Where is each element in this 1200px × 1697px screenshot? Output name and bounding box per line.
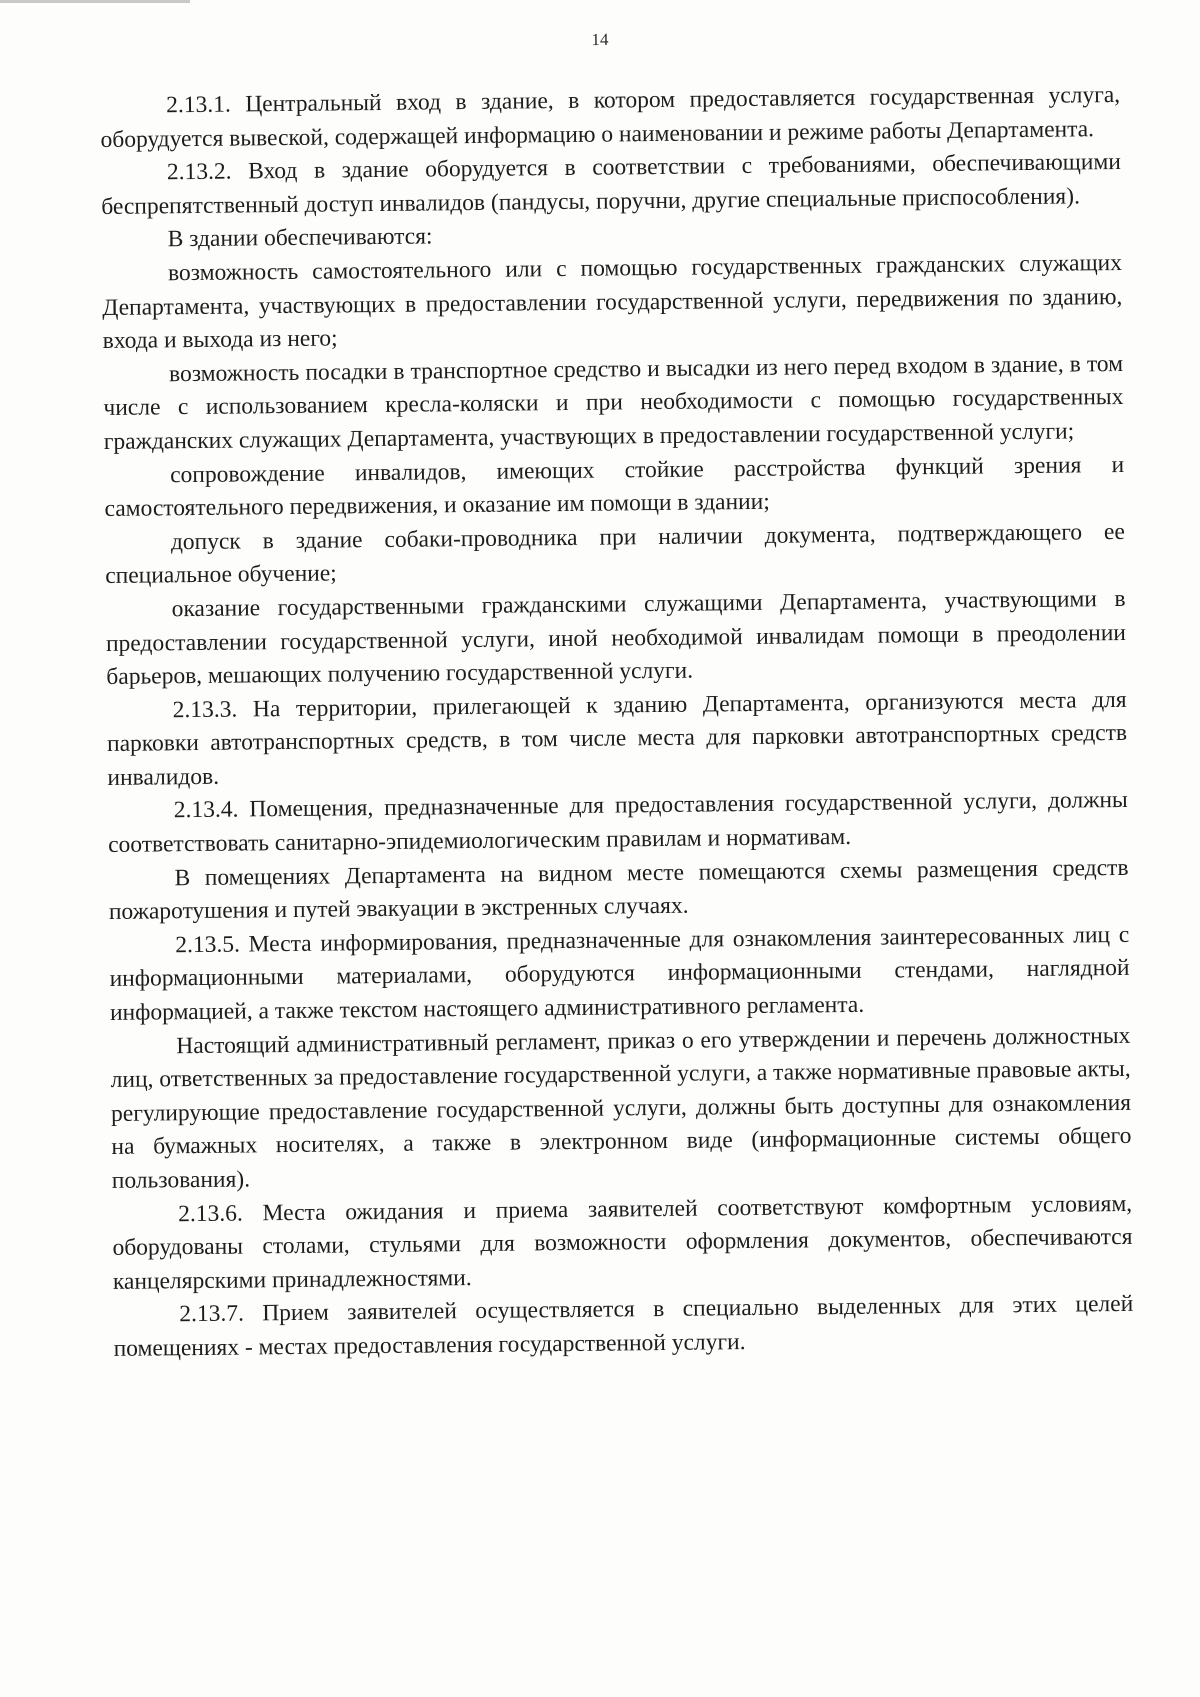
paragraph-regulation-availability: Настоящий административный регламент, приказ о его утверждении и перечень должностных лиц, ответственных за предоставление государственной услуги, а также нормативные правовые акты, регулирующие предоставление государственной услуги, должны быть доступны для ознакомления на бумажных носителях, а также в электронном виде (информационные системы общего пользования).	[110, 1022, 1132, 1194]
paragraph-guide-dog-access: допуск в здание собаки-проводника при наличии документа, подтверждающего ее специальное обучение;	[105, 518, 1125, 590]
paragraph-2-13-6: 2.13.6. Места ожидания и приема заявителей соответствуют комфортным условиям, оборудованы столами, стульями для возможности оформления документов, обеспечиваются канцелярскими принадлежностями.	[112, 1190, 1133, 1295]
scan-edge-line	[0, 0, 190, 3]
paragraph-vehicle-boarding: возможность посадки в транспортное средство и высадки из него перед входом в здание, в том числе с использованием кресла-коляски и при необходимости с помощью государственных гражданских служащих Департамента, участвующих в предоставлении государственной услуги;	[103, 350, 1124, 455]
document-body	[100, 79, 1134, 1367]
paragraph-evacuation-schemes: В помещениях Департамента на видном месте помещаются схемы размещения средств пожаротушения и путей эвакуации в экстренных случаях.	[108, 854, 1129, 926]
paragraph-independent-movement: возможность самостоятельного или с помощью государственных гражданских служащих Департамента, участвующих в предоставлении государственной услуги, передвижения по зданию, входа и выхода из него;	[102, 249, 1123, 355]
page-number: 14	[591, 29, 609, 50]
paragraph-2-13-4: 2.13.4. Помещения, предназначенные для предоставления государственной услуги, должны соответствовать санитарно-эпидемиологическим правилам и нормативам.	[108, 787, 1128, 859]
paragraph-2-13-2: 2.13.2. Вход в здание оборудуется в соответствии с требованиями, обеспечивающими беспрепятственный доступ инвалидов (пандусы, поручни, другие специальные приспособления).	[101, 149, 1121, 220]
paragraph-2-13-5: 2.13.5. Места информирования, предназначенные для ознакомления заинтересованных лиц с информационными материалами, оборудуются информационными стендами, наглядной информацией, а также текстом настоящего административного регламента.	[109, 921, 1130, 1026]
paragraph-barrier-assistance: оказание государственными гражданскими служащими Департамента, участвующими в предоставлении государственной услуги, иной необходимой инвалидам помощи в преодолении барьеров, мешающих получению государственной услуги.	[105, 585, 1127, 691]
paragraph-building-provisions-intro: В здании обеспечиваются:	[167, 223, 433, 253]
paragraph-2-13-1: 2.13.1. Центральный вход в здание, в котором предоставляется государственная услуга, оборудуется вывеской, содержащей информацию о наименовании и режиме работы Департамента.	[100, 81, 1121, 153]
paragraph-escort-disabled: сопровождение инвалидов, имеющих стойкие расстройства функций зрения и самостоятельного передвижения, и оказание им помощи в здании;	[104, 451, 1125, 523]
paragraph-2-13-7: 2.13.7. Прием заявителей осуществляется в специально выделенных для этих целей помещениях - местах предоставления государственной услуги.	[113, 1291, 1134, 1362]
paragraph-2-13-3: 2.13.3. На территории, прилегающей к зданию Департамента, организуются места для парковки автотранспортных средств, в том числе места для парковки автотранспортных средств инвалидов.	[106, 686, 1128, 791]
